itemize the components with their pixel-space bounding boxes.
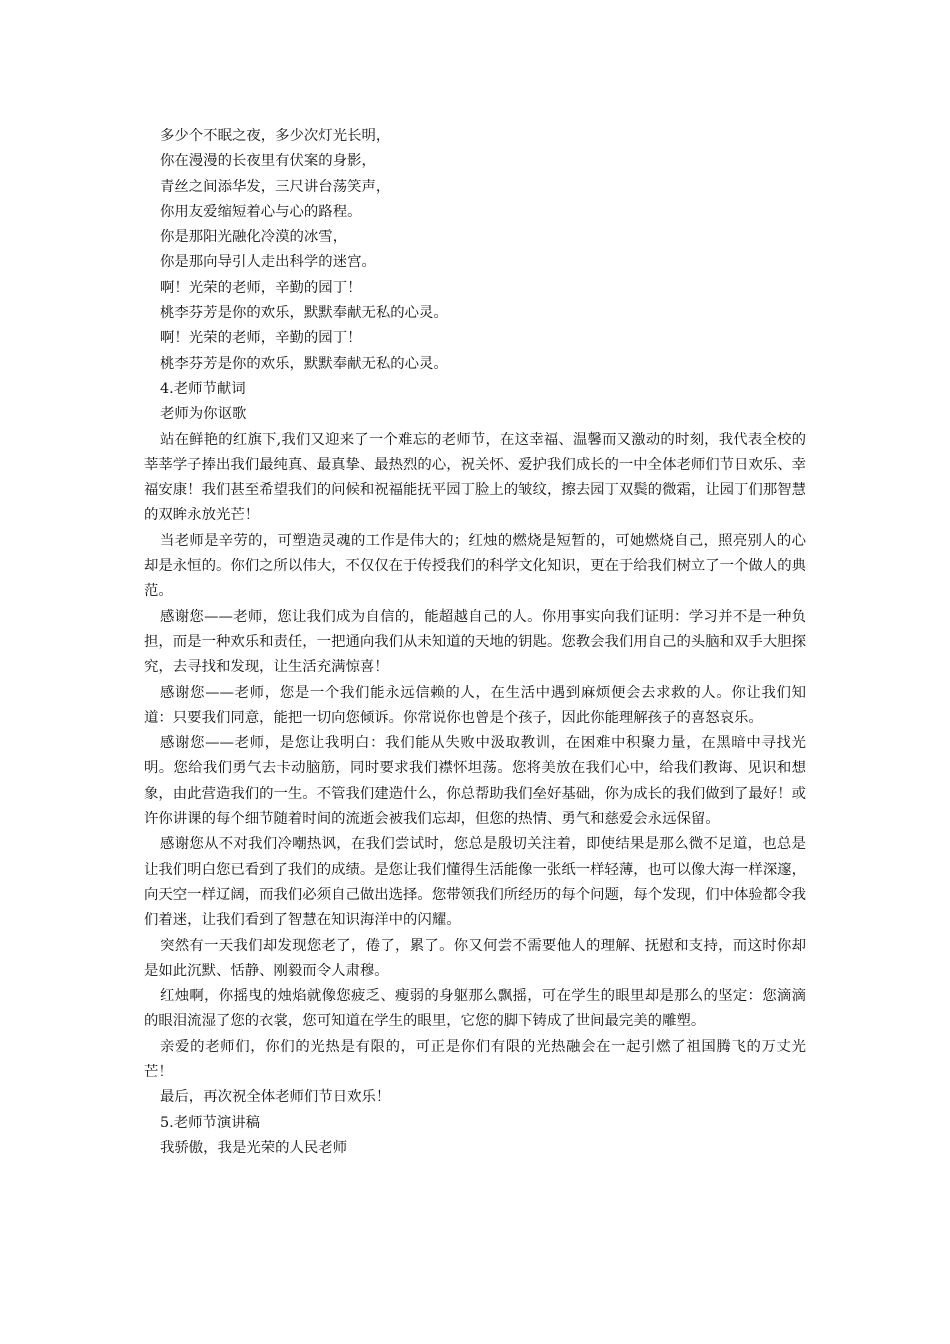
poem-line: 啊！光荣的老师，辛勤的园丁！ (160, 279, 362, 296)
section-4-heading: 4.老师节献词 (160, 380, 246, 397)
paragraph: 感谢您——老师，您是一个我们能永远信赖的人，在生活中遇到麻烦便会去求救的人。你让我们知道：只要我们同意，能把一切向您倾诉。你常说你也曾是个孩子，因此你能理解孩子的喜怒哀乐。 (144, 684, 806, 726)
poem-line: 多少个不眠之夜，多少次灯光长明， (160, 128, 391, 144)
paragraph: 当老师是辛劳的，可塑造灵魂的工作是伟大的；红烛的燃烧是短暂的，可她燃烧自己，照亮别人的心却是永恒的。你们之所以伟大，不仅仅在于传授我们的科学文化知识，更在于给我们树立了一个做人的典范。 (144, 532, 806, 600)
paragraph: 亲爱的老师们，你们的光热是有限的，可正是你们有限的光热融会在一起引燃了祖国腾飞的万丈光芒！ (144, 1038, 806, 1080)
poem-line: 啊！光荣的老师，辛勤的园丁！ (160, 330, 362, 347)
paragraph: 感谢您从不对我们冷嘲热讽，在我们尝试时，您总是殷切关注着，即使结果是那么微不足道，也总是让我们明白您已看到了我们的成绩。是您让我们懂得生活能像一张纸一样轻薄，也可以像大海一样深邃，向天空一样辽阔，而我们必须自己做出选择。您带领我们所经历的每个问题，每个发现，们中体验都令我们着迷，让我们看到了智慧在知识海洋中的闪耀。 (144, 836, 806, 929)
paragraph: 站在鲜艳的红旗下,我们又迎来了一个难忘的老师节，在这幸福、温馨而又激动的时刻，我代表全校的莘莘学子捧出我们最纯真、最真挚、最热烈的心，祝关怀、爱护我们成长的一中全体老师们节日欢乐、幸福安康！我们甚至希望我们的问候和祝福能抚平园丁脸上的皱纹，擦去园丁双鬓的微霜，让园丁们那智慧的双眸永放光芒！ (144, 431, 806, 524)
paragraph: 突然有一天我们却发现您老了，倦了，累了。你又何尝不需要他人的理解、抚慰和支持，而这时你却是如此沉默、恬静、刚毅而令人肃穆。 (144, 937, 806, 979)
poem-line: 桃李芬芳是你的欢乐，默默奉献无私的心灵。 (160, 355, 448, 372)
poem-line: 你是那向导引人走出科学的迷宫。 (160, 254, 376, 271)
section-4-body (144, 428, 806, 1111)
section-5-heading: 5.老师节演讲稿 (160, 1114, 261, 1131)
poem-line: 你在漫漫的长夜里有伏案的身影， (160, 153, 376, 170)
document-page (144, 124, 806, 1161)
poem-line: 青丝之间添华发，三尺讲台荡笑声， (160, 178, 391, 195)
section-4-title: 老师为你讴歌 (160, 406, 247, 423)
poem-line: 你用友爱缩短着心与心的路程。 (160, 203, 362, 220)
poem-line: 桃李芬芳是你的欢乐，默默奉献无私的心灵。 (160, 305, 448, 322)
poem (144, 124, 806, 377)
paragraph: 最后，再次祝全体老师们节日欢乐！ (160, 1089, 391, 1106)
paragraph: 红烛啊，你摇曳的烛焰就像您疲乏、瘦弱的身躯那么飘摇，可在学生的眼里却是那么的坚定：您滴滴的眼泪流湿了您的衣裳，您可知道在学生的眼里，它您的脚下铸成了世间最完美的雕塑。 (144, 988, 806, 1030)
poem-line: 你是那阳光融化冷漠的冰雪， (160, 229, 348, 246)
section-5-title: 我骄傲，我是光荣的人民老师 (160, 1139, 348, 1156)
paragraph: 感谢您——老师，是您让我明白：我们能从失败中汲取教训，在困难中积聚力量，在黑暗中寻找光明。您给我们勇气去卡动脑筋，同时要求我们襟怀坦荡。您将美放在我们心中，给我们教诲、见识和想象，由此营造我们的一生。不管我们建造什么，你总帮助我们垒好基础，你为成长的我们做到了最好！或许你讲课的每个细节随着时间的流逝会被我们忘却，但您的热情、勇气和慈爱会永远保留。 (144, 735, 806, 828)
paragraph: 感谢您——老师，您让我们成为自信的，能超越自己的人。你用事实向我们证明：学习并不是一种负担，而是一种欢乐和责任，一把通向我们从未知道的天地的钥匙。您教会我们用自己的头脑和双手大胆探究，去寻找和发现，让生活充满惊喜！ (144, 608, 806, 676)
